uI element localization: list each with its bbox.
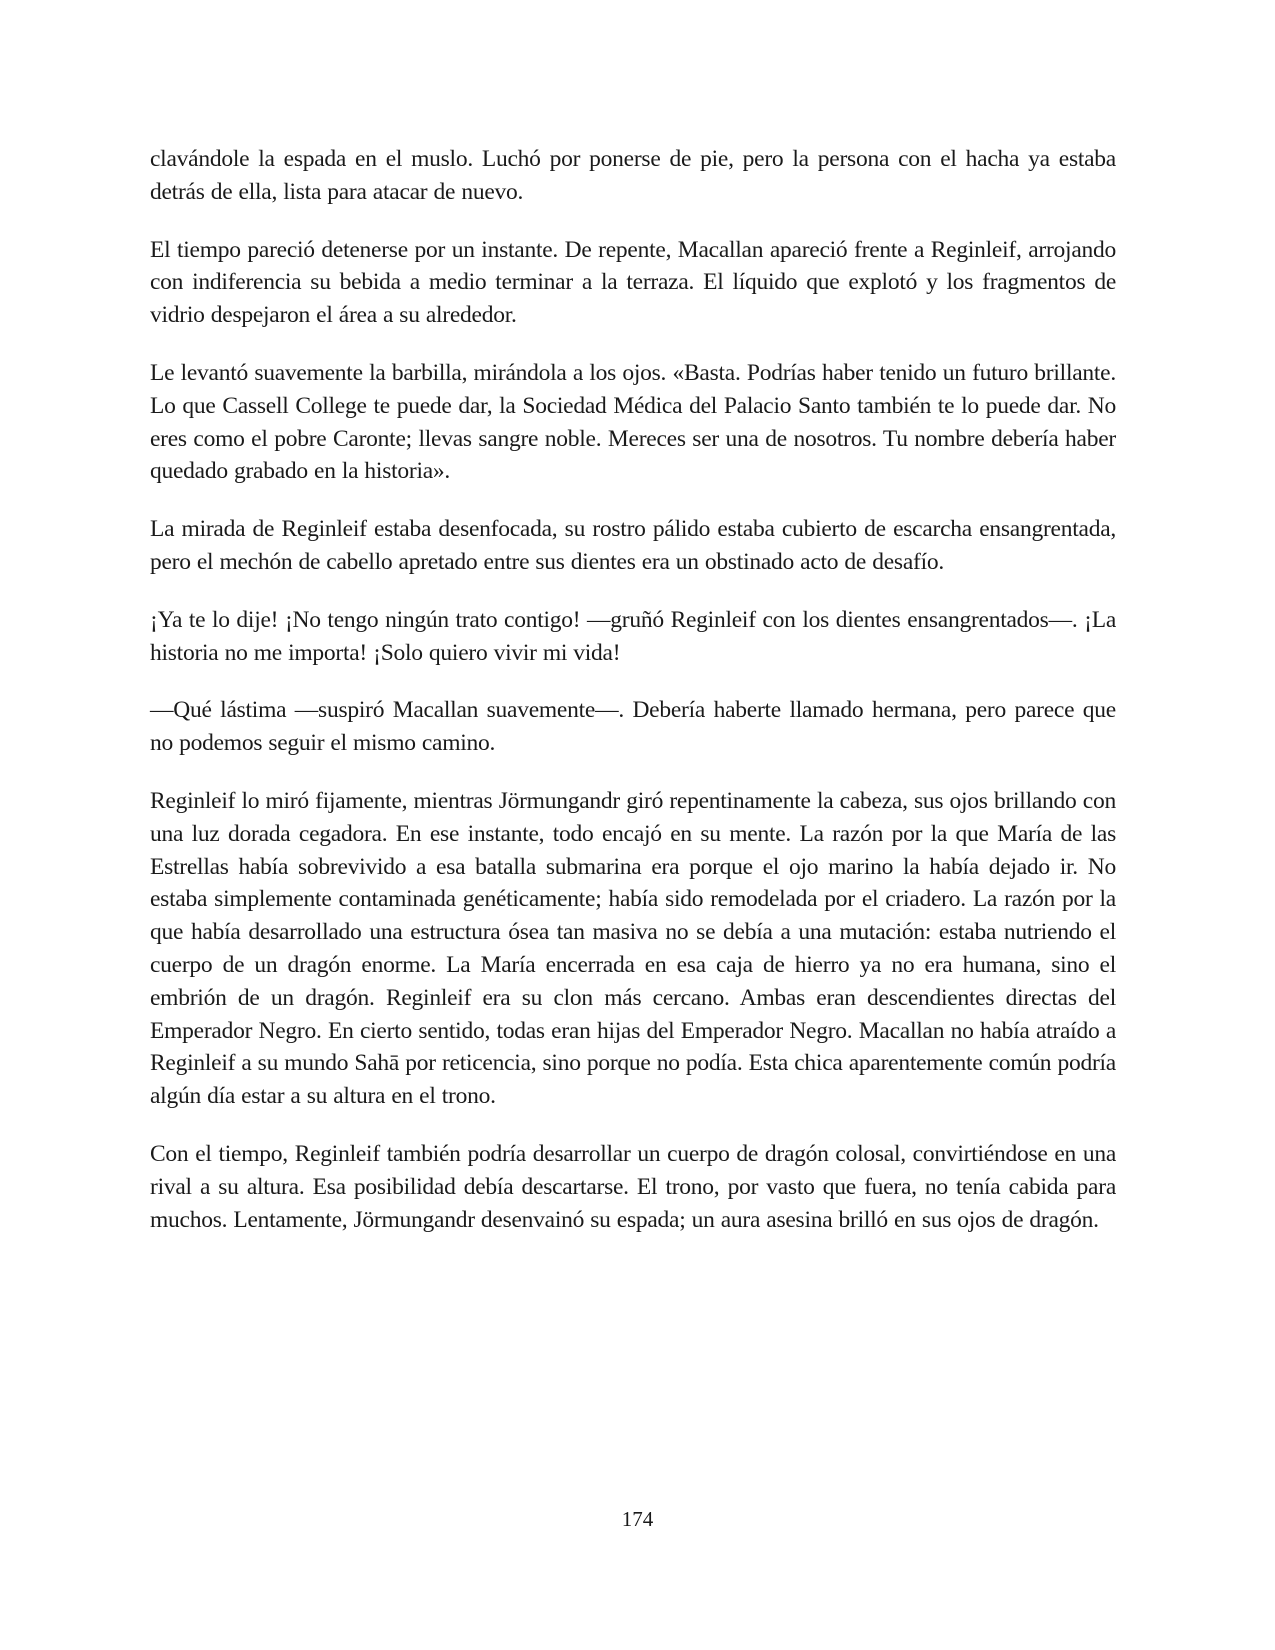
paragraph-3: Le levantó suavemente la barbilla, mirándola a los ojos. «Basta. Podrías haber tenido un futuro brillante. Lo que Cassell College te puede dar, la Sociedad Médica del Palacio Santo también te lo puede dar. No eres como el pobre Caronte; llevas sangre noble. Mereces ser una de nosotros. Tu nombre debería haber quedado grabado en la historia». [150, 359, 1116, 485]
page-number: 174 [621, 1507, 654, 1531]
paragraph-2: El tiempo pareció detenerse por un instante. De repente, Macallan apareció frente a Reginleif, arrojando con indiferencia su bebida a medio terminar a la terraza. El líquido que explotó y los fragmentos de vidrio despejaron el área a su alrededor. [150, 236, 1116, 329]
page-body [150, 143, 1116, 1261]
paragraph-8: Con el tiempo, Reginleif también podría desarrollar un cuerpo de dragón colosal, convirtiéndose en una rival a su altura. Esa posibilidad debía descartarse. El trono, por vasto que fuera, no tenía cabida para muchos. Lentamente, Jörmungandr desenvainó su espada; un aura asesina brilló en sus ojos de dragón. [150, 1140, 1116, 1233]
paragraph-5: ¡Ya te lo dije! ¡No tengo ningún trato contigo! —gruñó Reginleif con los dientes ensangrentados—. ¡La historia no me importa! ¡Solo quiero vivir mi vida! [150, 606, 1116, 666]
paragraph-6: —Qué lástima —suspiró Macallan suavemente—. Debería haberte llamado hermana, pero parece que no podemos seguir el mismo camino. [150, 697, 1116, 757]
paragraph-1: clavándole la espada en el muslo. Luchó por ponerse de pie, pero la persona con el hacha ya estaba detrás de ella, lista para atacar de nuevo. [150, 146, 1116, 205]
paragraph-4: La mirada de Reginleif estaba desenfocada, su rostro pálido estaba cubierto de escarcha ensangrentada, pero el mechón de cabello apretado entre sus dientes era un obstinado acto de desafío. [150, 516, 1116, 575]
paragraph-7: Reginleif lo miró fijamente, mientras Jörmungandr giró repentinamente la cabeza, sus ojos brillando con una luz dorada cegadora. En ese instante, todo encajó en su mente. La razón por la que María de las Estrellas había sobrevivido a esa batalla submarina era porque el ojo marino la había dejado ir. No estaba simplemente contaminada genéticamente; había sido remodelada por el criadero. La razón por la que había desarrollado una estructura ósea tan masiva no se debía a una mutación: estaba nutriendo el cuerpo de un dragón enorme. La María encerrada en esa caja de hierro ya no era humana, sino el embrión de un dragón. Reginleif era su clon más cercano. Ambas eran descendientes directas del Emperador Negro. En cierto sentido, todas eran hijas del Emperador Negro. Macallan no había atraído a Reginleif a su mundo Sahā por reticencia, sino porque no podía. Esta chica aparentemente común podría algún día estar a su altura en el trono. [150, 787, 1116, 1110]
